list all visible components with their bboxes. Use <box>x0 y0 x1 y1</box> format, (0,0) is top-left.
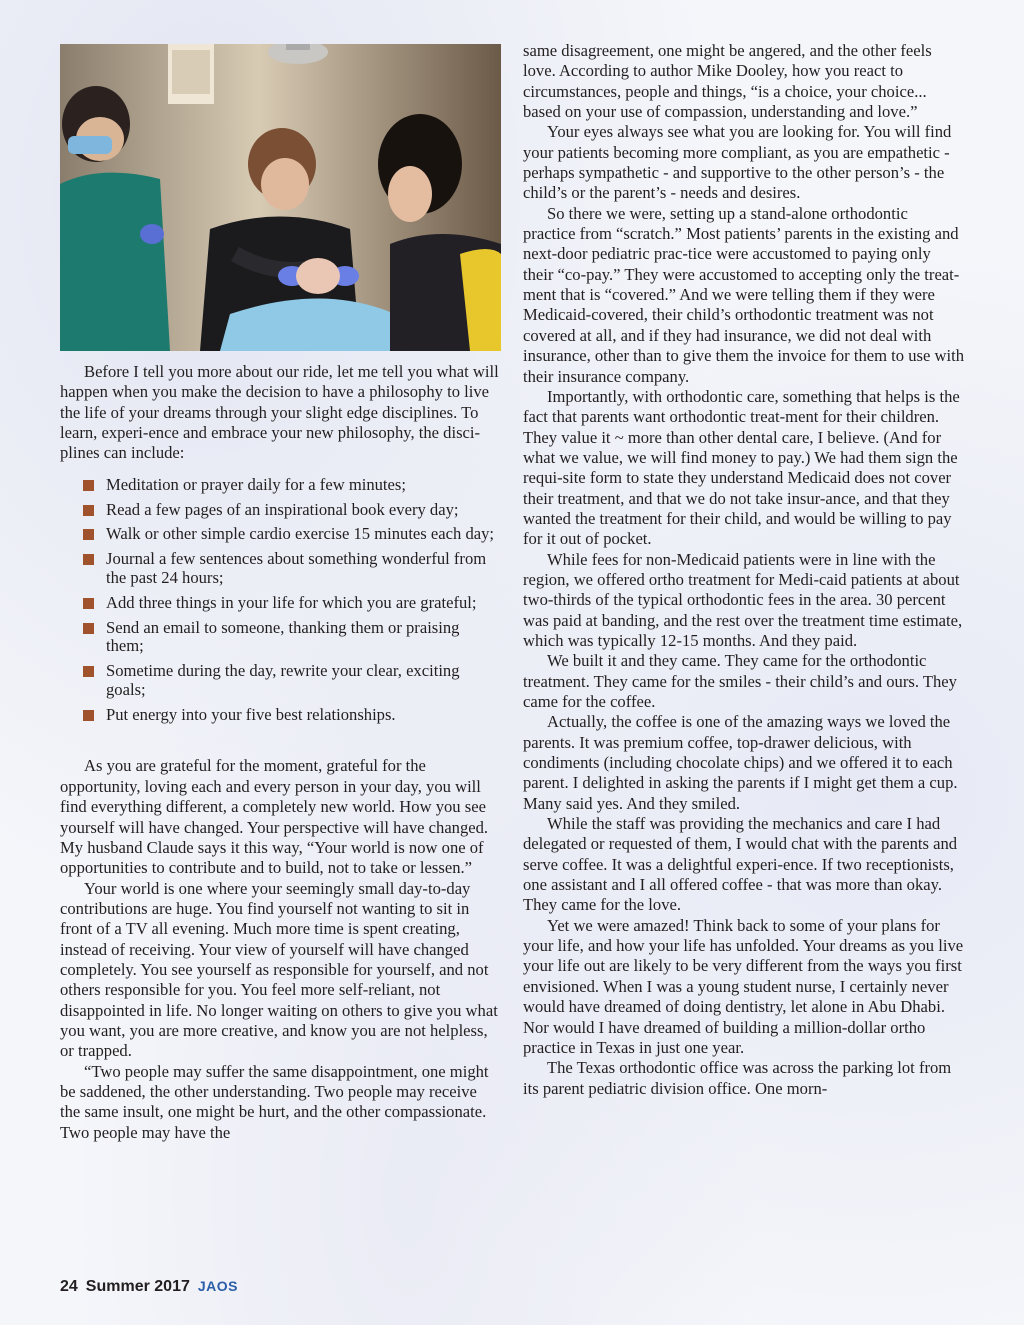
bullet-square-icon <box>83 710 94 721</box>
list-item <box>60 476 501 495</box>
list-item-text: Add three things in your life for which you are grateful; <box>106 592 477 612</box>
list-item <box>60 594 501 613</box>
body-paragraph: Importantly, with orthodontic care, something that helps is the fact that parents want orthodontic treat-ment for their children. They value it ~ more than other dental care, I believe. (And for what we value, we will find money to pay.) We had them sign the requi-site form to state they understand Medicaid does not cover their treatment, and that we do not take insur-ance, and that they wanted the treatment for their child, and would be willing to pay for it out of pocket. <box>523 386 960 549</box>
list-item-text: Meditation or prayer daily for a few minutes; <box>106 474 406 494</box>
left-column <box>60 362 501 1143</box>
body-paragraph: So there we were, setting up a stand-alone orthodontic practice from “scratch.” Most patients’ parents in the existing and next-door pediatric prac-tice were accustomed to paying only their “co-pay.” They were accustomed to accepting only the treat-ment that is “covered.” And we were telling them if they were Medicaid-covered, their child’s orthodontic treatment was not covered at all, and if they had insurance, we did not deal with insurance, other than to give them the invoice for them to use with their insurance company. <box>523 203 964 386</box>
intro-paragraph: Before I tell you more about our ride, let me tell you what will happen when you make the decision to have a philosophy to live the life of your dreams through your slight edge disciplines. To learn, experi-ence and embrace your new philosophy, the disci-plines can include: <box>60 362 499 463</box>
list-item-text: Journal a few sentences about something wonderful from the past 24 hours; <box>106 549 487 587</box>
list-item <box>60 619 501 657</box>
body-paragraph: “Two people may suffer the same disappointment, one might be saddened, the other understanding. Two people may receive the same insult, one might be hurt, and the other compassionate. Two people may have the <box>60 1061 489 1142</box>
bullet-square-icon <box>83 598 94 609</box>
list-item <box>60 550 501 588</box>
list-item-text: Sometime during the day, rewrite your clear, exciting goals; <box>106 661 460 699</box>
disciplines-list <box>60 476 501 725</box>
page-number: 24 <box>60 1278 78 1295</box>
list-item-text: Walk or other simple cardio exercise 15 minutes each day; <box>106 524 495 544</box>
body-paragraph: Yet we were amazed! Think back to some of your plans for your life, and how your life has unfolded. Your dreams as you live your life out are likely to be very different from the ways you first envisioned. When I was a young student nurse, I certainly never would have dreamed of doing dentistry, let alone in Abu Dhabi. Nor would I have dreamed of building a million-dollar ortho practice in Texas in just one year. <box>523 915 964 1057</box>
section-spacer <box>60 730 501 756</box>
body-paragraph: Actually, the coffee is one of the amazing ways we loved the parents. It was premium coffee, top-drawer delicious, with condiments (including chocolate chips) and we offered it to each parent. I delighted in asking the parents if I might get them a cup. Many said yes. And they smiled. <box>523 712 958 813</box>
body-paragraph: Your eyes always see what you are looking for. You will find your patients becoming more compliant, as you are empathetic - perhaps sympathetic - and supportive to the other person’s - the child’s or the parent’s - needs and desires. <box>523 122 952 203</box>
list-item <box>60 662 501 700</box>
bullet-square-icon <box>83 623 94 634</box>
page-footer <box>60 1278 238 1296</box>
body-paragraph: As you are grateful for the moment, grateful for the opportunity, loving each and every person in your day, you will find everything different, a completely new world. How you see yourself will have changed. Your perspective will have changed. My husband Claude says it this way, “Your world is now one of opportunities to contribute and to build, not to take or lessen.” <box>60 756 489 878</box>
dental-exam-photo <box>60 44 501 351</box>
issue-label: Summer 2017 <box>85 1278 190 1295</box>
bullet-square-icon <box>83 505 94 516</box>
list-item <box>60 706 501 725</box>
body-paragraph: The Texas orthodontic office was across the parking lot from its parent pediatric division office. One morn- <box>523 1058 952 1098</box>
publication-brand: JAOS <box>197 1278 238 1294</box>
list-item <box>60 525 501 544</box>
body-paragraph: While the staff was providing the mechanics and care I had delegated or requested of them, I would chat with the parents and serve coffee. It was a delightful experi-ence. If two receptionists, one assistant and I all offered coffee - that was more than okay. They came for the love. <box>523 814 958 915</box>
list-item-text: Read a few pages of an inspirational book every day; <box>106 499 459 519</box>
right-column <box>523 41 964 1099</box>
list-item <box>60 501 501 520</box>
body-paragraph: same disagreement, one might be angered, and the other feels love. According to author Mike Dooley, how you react to circumstances, people and things, “is a choice, your choice... based on your use of compassion, understanding and love.” <box>523 41 932 122</box>
bullet-square-icon <box>83 666 94 677</box>
body-paragraph: We built it and they came. They came for the orthodontic treatment. They came for the smiles - their child’s and ours. They came for the coffee. <box>523 651 957 711</box>
list-item-text: Put energy into your five best relationships. <box>106 704 396 724</box>
photo-illustration <box>60 44 501 351</box>
bullet-square-icon <box>83 529 94 540</box>
body-paragraph: While fees for non-Medicaid patients were in line with the region, we offered ortho treatment for Medi-caid patients at about two-thirds of the typical orthodontic fees in the area. 30 percent was paid at banding, and the rest over the treatment time estimate, which was typically 12-15 months. And they paid. <box>523 549 963 650</box>
body-paragraph: Your world is one where your seemingly small day-to-day contributions are huge. You find yourself not wanting to sit in front of a TV all evening. Much more time is spent creating, instead of receiving. Your view of yourself will have changed completely. You see yourself as responsible for yourself, and not others responsible for you. You feel more self-reliant, not disappointed in life. No longer waiting on others to give you what you want, you are more creative, and know you are not helpless, or trapped. <box>60 878 498 1061</box>
list-item-text: Send an email to someone, thanking them or praising them; <box>106 617 460 656</box>
bullet-square-icon <box>83 554 94 565</box>
bullet-square-icon <box>83 480 94 491</box>
